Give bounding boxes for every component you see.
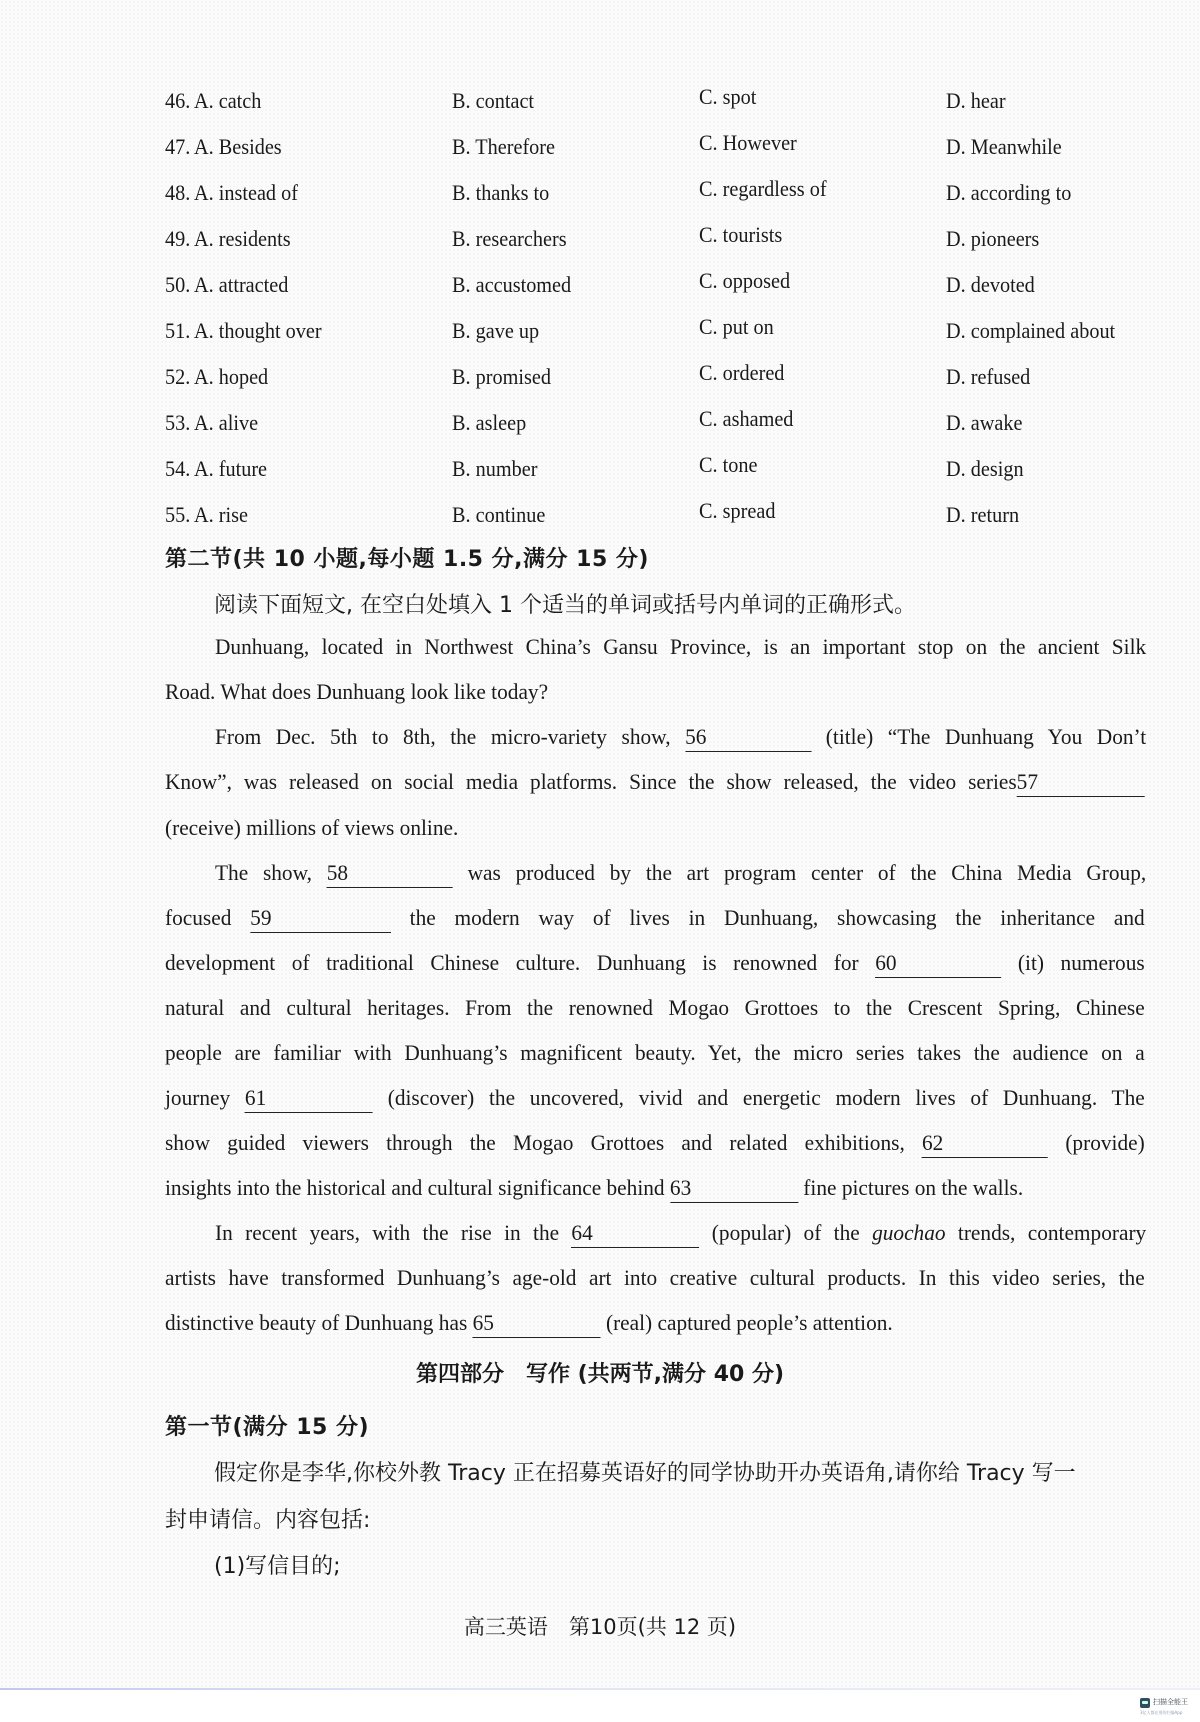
passage-line: distinctive beauty of Dunhuang has 65 (real) captured people’s attention. (165, 1310, 1145, 1338)
option-a-text: A. residents (193, 226, 291, 251)
blank-64[interactable]: 64 (571, 1221, 699, 1248)
option-a-text: A. hoped (193, 364, 269, 389)
writing-prompt-item1: (1)写信目的; (214, 1554, 341, 1579)
watermark-subtitle: 3亿人都在用的扫描App (1140, 1710, 1183, 1715)
blank-57[interactable]: 57 (1017, 770, 1145, 797)
option-d[interactable]: D. according to (946, 180, 1072, 205)
section2-instruction: 阅读下面短文, 在空白处填入 1 个适当的单词或括号内单词的正确形式。 (214, 593, 916, 618)
section2-heading: 第二节(共 10 小题,每小题 1.5 分,满分 15 分) (165, 547, 649, 572)
option-d[interactable]: D. Meanwhile (946, 134, 1062, 159)
option-c[interactable]: C. tourists (699, 222, 783, 247)
question-number: 49. (165, 226, 191, 251)
question-number: 48. (165, 180, 191, 205)
option-a[interactable] (165, 226, 291, 252)
page-footer: 高三英语 第10页(共 12 页) (463, 1615, 737, 1639)
cloze-question-row (0, 498, 1200, 542)
question-number: 46. (165, 88, 191, 113)
option-a[interactable] (165, 364, 268, 390)
cloze-question-row (0, 360, 1200, 404)
cloze-question-row (0, 268, 1200, 312)
passage-line: Dunhuang, located in Northwest China’s Gansu Province, is an important stop on the ancient Silk (215, 634, 1147, 659)
cloze-question-row (0, 452, 1200, 496)
option-a[interactable] (165, 456, 267, 482)
option-a-text: A. rise (193, 502, 248, 527)
option-d[interactable]: D. awake (946, 410, 1023, 435)
part4-section1-heading: 第一节(满分 15 分) (165, 1415, 370, 1440)
option-c[interactable]: C. spot (699, 84, 757, 109)
cloze-question-row (0, 130, 1200, 174)
blank-59[interactable]: 59 (250, 906, 391, 933)
passage-line: Road. What does Dunhuang look like today? (165, 679, 549, 704)
passage-line: development of traditional Chinese culture. Dunhuang is renowned for 60 (it) numerous (165, 950, 1145, 978)
option-d[interactable]: D. return (946, 502, 1020, 527)
passage-line: The show, 58 was produced by the art program center of the China Media Group, (215, 860, 1146, 888)
option-a-text: A. catch (193, 88, 262, 113)
option-d[interactable]: D. complained about (946, 318, 1116, 343)
blank-56[interactable]: 56 (685, 725, 811, 752)
option-b[interactable]: B. number (452, 456, 538, 481)
option-a[interactable] (165, 272, 288, 298)
question-number: 55. (165, 502, 191, 527)
option-b[interactable]: B. accustomed (452, 272, 572, 297)
scanner-watermark (1140, 1696, 1198, 1718)
question-number: 50. (165, 272, 191, 297)
cloze-question-row (0, 222, 1200, 266)
blank-58[interactable]: 58 (327, 861, 453, 888)
part4-heading: 第四部分 写作 (共两节,满分 40 分) (415, 1362, 785, 1387)
option-a-text: A. Besides (193, 134, 282, 159)
option-d[interactable]: D. hear (946, 88, 1006, 113)
option-d[interactable]: D. pioneers (946, 226, 1040, 251)
passage-line: artists have transformed Dunhuang’s age-old art into creative cultural products. In this video series, the (165, 1265, 1145, 1290)
option-c[interactable]: C. opposed (699, 268, 791, 293)
option-a[interactable] (165, 88, 261, 114)
scanner-logo-icon (1140, 1698, 1150, 1708)
option-a-text: A. instead of (193, 180, 298, 205)
option-c[interactable]: C. ordered (699, 360, 785, 385)
writing-prompt-line2: 封申请信。内容包括: (165, 1508, 371, 1533)
option-c[interactable]: C. However (699, 130, 797, 155)
option-c[interactable]: C. regardless of (699, 176, 827, 201)
option-b[interactable]: B. contact (452, 88, 535, 113)
cloze-question-row (0, 314, 1200, 358)
option-b[interactable]: B. asleep (452, 410, 527, 435)
option-b[interactable]: B. promised (452, 364, 551, 389)
passage-line: people are familiar with Dunhuang’s magnificent beauty. Yet, the micro series takes the audience on a (165, 1040, 1145, 1065)
passage-line: show guided viewers through the Mogao Grottoes and related exhibitions, 62 (provide) (165, 1130, 1145, 1158)
option-c[interactable]: C. tone (699, 452, 758, 477)
option-a-text: A. thought over (193, 318, 322, 343)
question-number: 52. (165, 364, 191, 389)
option-b[interactable]: B. continue (452, 502, 546, 527)
passage-line: From Dec. 5th to 8th, the micro-variety show, 56 (title) “The Dunhuang You Don’t (215, 724, 1146, 752)
option-b[interactable]: B. researchers (452, 226, 567, 251)
option-c[interactable]: C. put on (699, 314, 774, 339)
option-d[interactable]: D. refused (946, 364, 1031, 389)
passage-line: natural and cultural heritages. From the renowned Mogao Grottoes to the Crescent Spring, Chinese (165, 995, 1145, 1020)
watermark-title: 扫描全能王 (1153, 1698, 1188, 1706)
option-d[interactable]: D. design (946, 456, 1024, 481)
passage-line: Know”, was released on social media platforms. Since the show released, the video series57 (165, 769, 1145, 797)
writing-prompt-line1: 假定你是李华,你校外教 Tracy 正在招募英语好的同学协助开办英语角,请你给 Tracy 写一 (214, 1461, 1076, 1486)
passage-line: In recent years, with the rise in the 64 (popular) of the guochao trends, contemporary (215, 1220, 1146, 1248)
option-c[interactable]: C. ashamed (699, 406, 794, 431)
option-a-text: A. attracted (193, 272, 289, 297)
option-b[interactable]: B. Therefore (452, 134, 556, 159)
passage-line: journey 61 (discover) the uncovered, vivid and energetic modern lives of Dunhuang. The (165, 1085, 1145, 1113)
option-a-text: A. future (193, 456, 268, 481)
passage-line: focused 59 the modern way of lives in Dunhuang, showcasing the inheritance and (165, 905, 1145, 933)
option-d[interactable]: D. devoted (946, 272, 1035, 297)
question-number: 51. (165, 318, 191, 343)
blank-65[interactable]: 65 (473, 1311, 601, 1338)
blank-60[interactable]: 60 (875, 951, 1001, 978)
option-a[interactable] (165, 318, 322, 344)
option-a[interactable] (165, 410, 258, 436)
question-number: 53. (165, 410, 191, 435)
option-a[interactable] (165, 180, 298, 206)
blank-62[interactable]: 62 (922, 1131, 1048, 1158)
question-number: 47. (165, 134, 191, 159)
passage-line: (receive) millions of views online. (165, 815, 459, 840)
cloze-question-row (0, 176, 1200, 220)
question-number: 54. (165, 456, 191, 481)
blank-63[interactable]: 63 (670, 1176, 798, 1203)
option-a[interactable] (165, 502, 248, 528)
option-a-text: A. alive (193, 410, 259, 435)
option-c[interactable]: C. spread (699, 498, 776, 523)
blank-61[interactable]: 61 (245, 1086, 373, 1113)
cloze-question-row (0, 406, 1200, 450)
option-b[interactable]: B. thanks to (452, 180, 550, 205)
bottom-strip (0, 1690, 1200, 1722)
option-a[interactable] (165, 134, 282, 160)
option-b[interactable]: B. gave up (452, 318, 540, 343)
passage-line: insights into the historical and cultural significance behind 63 fine pictures on the walls. (165, 1175, 1145, 1203)
cloze-question-row (0, 84, 1200, 128)
